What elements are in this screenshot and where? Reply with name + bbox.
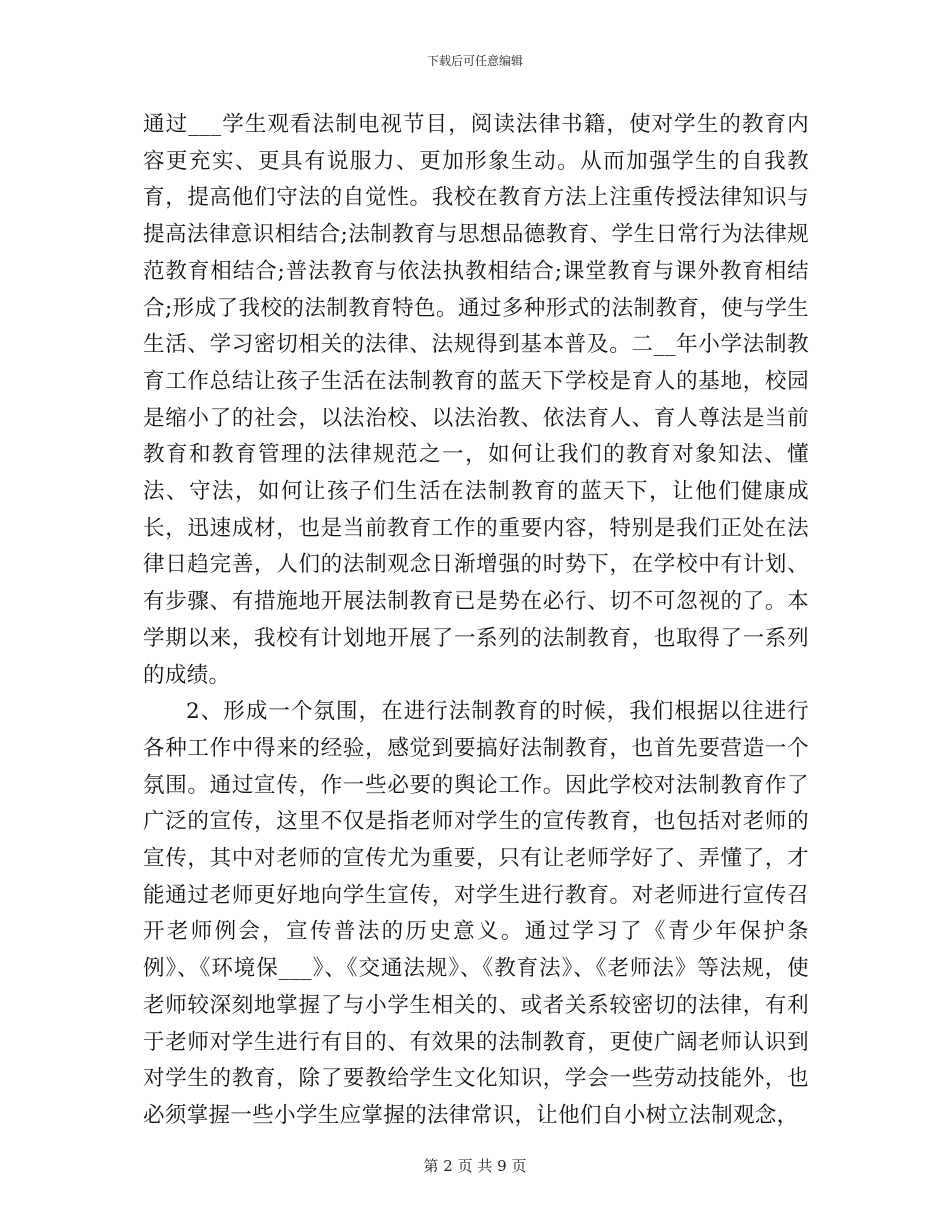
body-paragraph-1: 通过___学生观看法制电视节目，阅读法律书籍，使对学生的教育内容更充实、更具有说服力、更加形象生动。从而加强学生的自我教育，提高他们守法的自觉性。我校在教育方法上注重传授法律知识与提高法律意识相结合;法制教育与思想品德教育、学生日常行为法律规范教育相结合;普法教育与依法执教相结合;课堂教育与课外教育相结合;形成了我校的法制教育特色。通过多种形式的法制教育，使与学生生活、学习密切相关的法律、法规得到基本普及。二__年小学法制教育工作总结让孩子生活在法制教育的蓝天下学校是育人的基地，校园是缩小了的社会，以法治校、以法治教、依法育人、育人尊法是当前教育和教育管理的法律规范之一，如何让我们的教育对象知法、懂法、守法，如何让孩子们生活在法制教育的蓝天下，让他们健康成长，迅速成材，也是当前教育工作的重要内容，特别是我们正处在法律日趋完善，人们的法制观念日渐增强的时势下，在学校中有计划、有步骤、有措施地开展法制教育已是势在必行、切不可忽视的了。本学期以来，我校有计划地开展了一系列的法制教育，也取得了一系列的成绩。 [143, 112, 809, 688]
body-paragraph-2: 2、形成一个氛围，在进行法制教育的时候，我们根据以往进行各种工作中得来的经验，感觉到要搞好法制教育，也首先要营造一个氛围。通过宣传，作一些必要的舆论工作。因此学校对法制教育作了广泛的宣传，这里不仅是指老师对学生的宣传教育，也包括对老师的宣传，其中对老师的宣传尤为重要，只有让老师学好了、弄懂了，才能通过老师更好地向学生宣传，对学生进行教育。对老师进行宣传召开老师例会，宣传普法的历史意义。通过学习了《青少年保护条例》、《环境保___》、《交通法规》、《教育法》、《老师法》等法规，使老师较深刻地掌握了与小学生相关的、或者关系较密切的法律，有利于老师对学生进行有目的、有效果的法制教育，更使广阔老师认识到对学生的教育，除了要教给学生文化知识，学会一些劳动技能外，也必须掌握一些小学生应掌握的法律常识，让他们自小树立法制观念， [143, 699, 809, 1128]
page-header: 下载后可任意编辑 [426, 54, 523, 68]
document-body [143, 107, 809, 1135]
page-number: 第 2 页 共 9 页 [423, 1157, 527, 1175]
